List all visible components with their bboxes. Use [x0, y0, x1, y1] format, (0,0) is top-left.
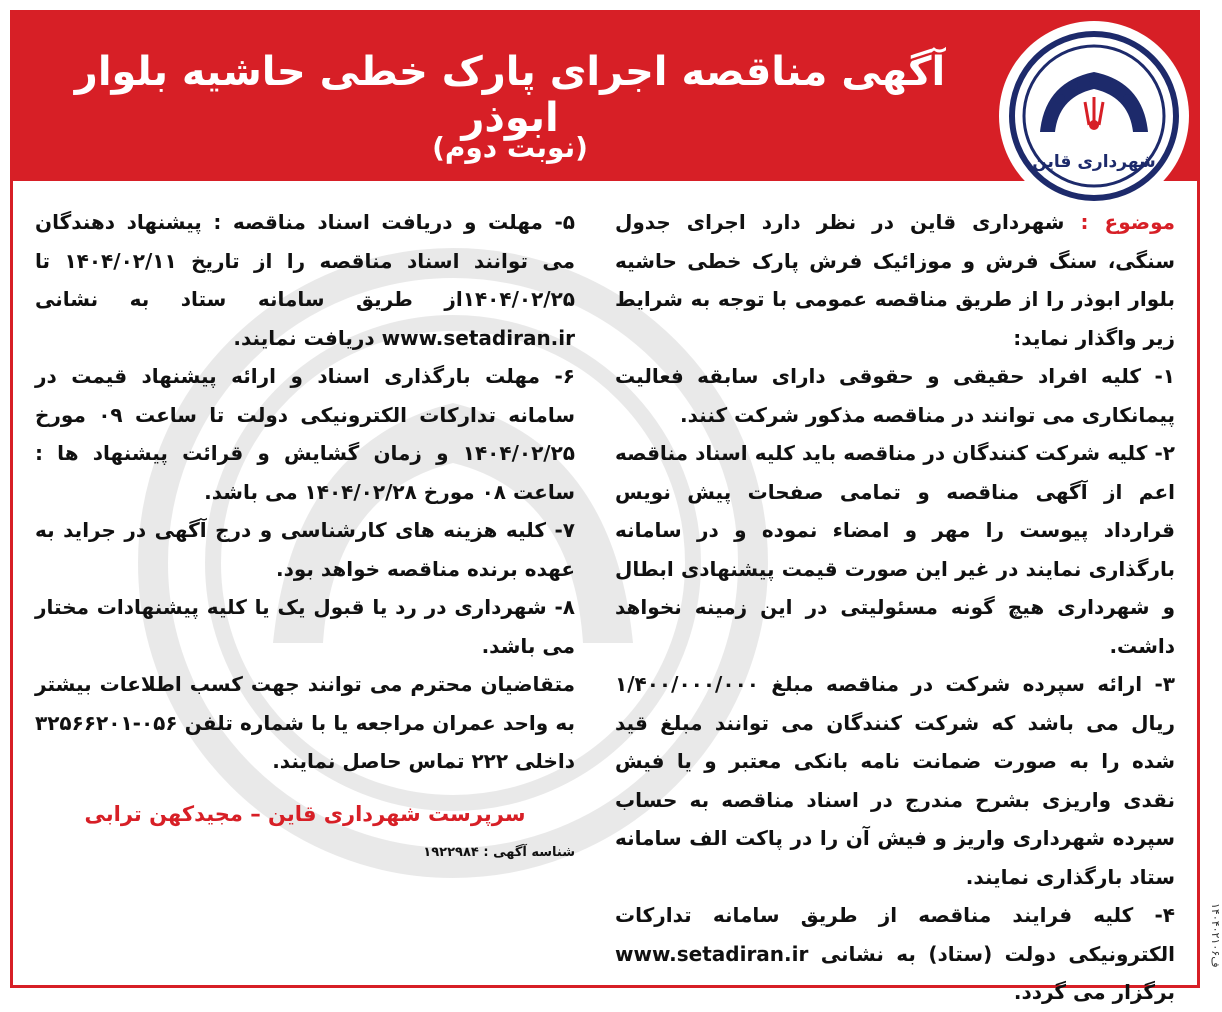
item-7: ۷- کلیه هزینه های کارشناسی و درج آگهی در جراید به عهده برنده مناقصه خواهد بود. [35, 518, 575, 581]
ad-id: شناسه آگهی : ۱۹۲۲۹۸۴ [423, 845, 575, 860]
item-6: ۶- مهلت بارگذاری اسناد و ارائه پیشنهاد قیمت در سامانه تدارکات الکترونیکی دولت تا ساعت ۰۹ مورخ ۱۴۰۴/۰۲/۲۵ و زمان گشایش و قرائت پیشنهاد ها : ساعت ۰۸ مورخ ۱۴۰۴/۰۲/۲۸ می باشد. [35, 364, 575, 504]
right-column [615, 203, 1175, 1012]
item-3: ۳- ارائه سپرده شرکت در مناقصه مبلغ ۱/۴۰۰/۰۰۰/۰۰۰ ریال می باشد که شرکت کنندگان می توانند مبلغ قید شده را به صورت ضمانت نامه بانکی معتبر و یا فیش نقدی واریزی بشرح مندرج در اسناد مناقصه به حساب سپرده شهرداری واریز و فیش آن را در پاکت الف سامانه ستاد بارگذاری نمایند. [615, 672, 1175, 889]
item-8: ۸- شهرداری در رد یا قبول یک یا کلیه پیشنهادات مختار می باشد. [35, 595, 575, 658]
item-5: ۵- مهلت و دریافت اسناد مناقصه : پیشنهاد دهندگان می توانند اسناد مناقصه را از تاریخ ۱۴۰۴/۰۲/۱۱ تا ۱۴۰۴/۰۲/۲۵از طریق سامانه ستاد به نشانی www.setadiran.ir دریافت نمایند. [35, 210, 575, 350]
subject-text: شهرداری قاین در نظر دارد اجرای جدول سنگی، سنگ فرش و موزائیک فرش پارک خطی حاشیه بلوار ابوذر را از طریق مناقصه عمومی با توجه به شرایط زیر واگذار نماید: [615, 210, 1175, 350]
item-4: ۴- کلیه فرایند مناقصه از طریق سامانه تدارکات الکترونیکی دولت (ستاد) به نشانی www.setadiran.ir برگزار می گردد. [615, 903, 1175, 1004]
side-code: ف۱۴۰۴۰۲۱۰۶ [1209, 902, 1222, 968]
announcement-frame [10, 10, 1200, 1004]
item-1: ۱- کلیه افراد حقیقی و حقوقی دارای سابقه فعالیت پیمانکاری می توانند در مناقصه مذکور شرکت کنند. [615, 364, 1175, 427]
page-title: آگهی مناقصه اجرای پارک خطی حاشیه بلوار ابوذر [74, 49, 946, 141]
subject-label: موضوع : [1080, 210, 1175, 234]
subject-paragraph [615, 203, 1175, 357]
closing-paragraph: متقاضیان محترم می توانند جهت کسب اطلاعات بیشتر به واحد عمران مراجعه یا با شماره تلفن ۰۵۶-۳۲۵۶۶۲۰۱ داخلی ۲۲۲ تماس حاصل نمایند. [35, 672, 575, 773]
page-subtitle: (نوبت دوم) [432, 131, 588, 164]
municipality-logo [999, 21, 1189, 211]
left-column [35, 203, 575, 863]
signature: سرپرست شهرداری قاین – مجیدکهن ترابی [84, 801, 526, 826]
item-2: ۲- کلیه شرکت کنندگان در مناقصه باید کلیه اسناد مناقصه اعم از آگهی مناقصه و تمامی صفحات پیش نویس قرارداد پیوست را مهر و امضاء نموده و در سامانه بارگذاری نمایند در غیر این صورت قیمت پیشنهادی ابطال و شهرداری هیچ گونه مسئولیتی در این زمینه نخواهد داشت. [615, 441, 1175, 658]
logo-emblem-icon [1005, 27, 1183, 205]
logo-text: شهرداری قاین [1032, 152, 1156, 172]
